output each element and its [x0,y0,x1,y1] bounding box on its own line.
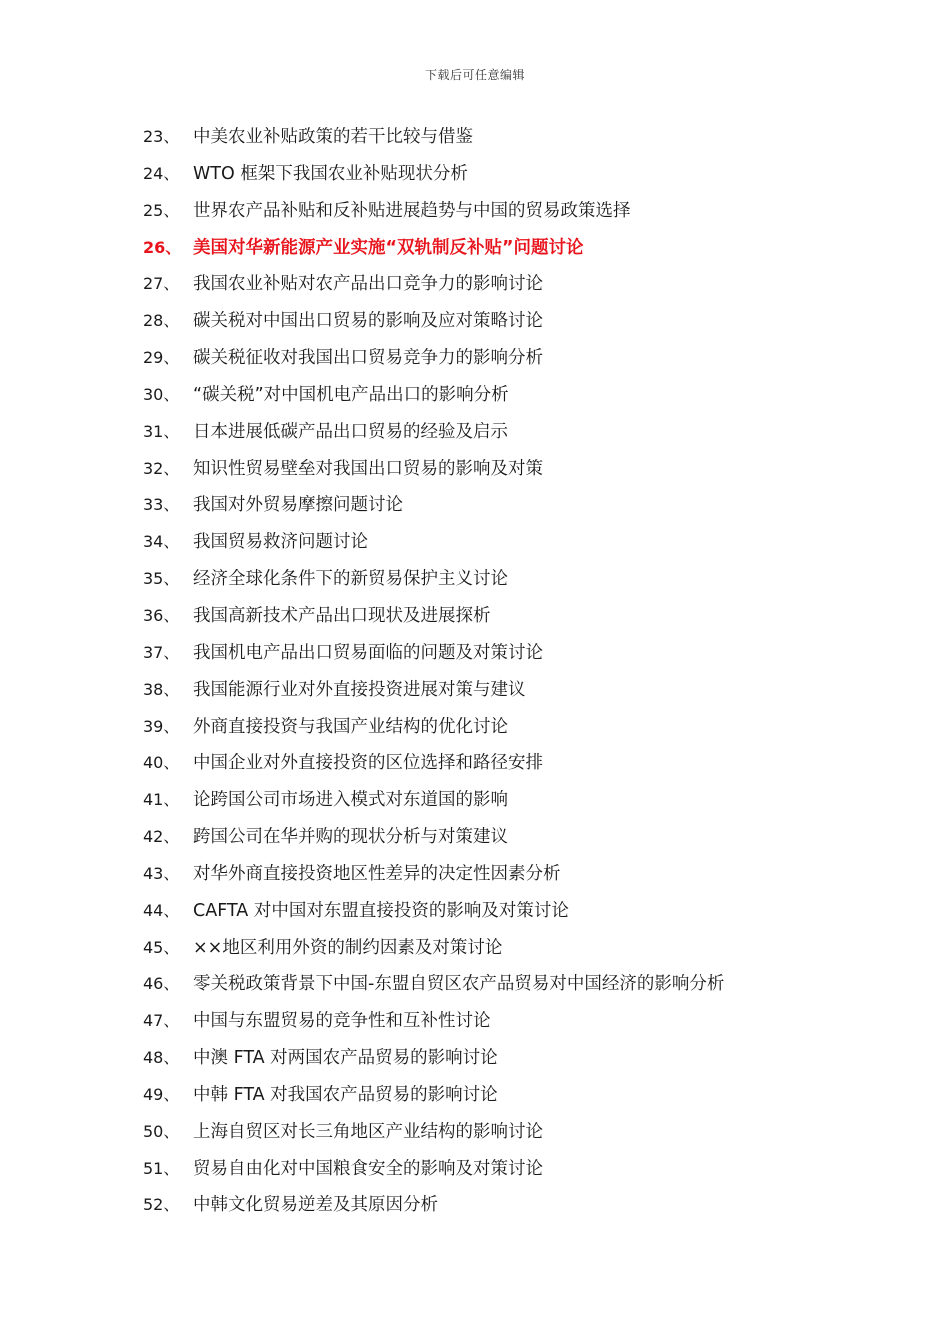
list-item [0,526,950,563]
topic-title: 中国企业对外直接投资的区位选择和路径安排 [193,753,543,774]
topic-number: 44、 [143,900,180,920]
list-item [0,1189,950,1226]
topic-title: “碳关税”对中国机电产品出口的影响分析 [193,384,509,405]
topic-title: 中国与东盟贸易的竞争性和互补性讨论 [193,1011,491,1032]
topic-number: 41、 [143,790,180,810]
list-item [0,268,950,305]
list-item [0,784,950,821]
list-item [0,453,950,490]
topic-number: 28、 [143,311,180,331]
topic-number: 38、 [143,679,180,699]
topic-title: 中韩文化贸易逆差及其原因分析 [193,1195,438,1216]
topic-title: 日本进展低碳产品出口贸易的经验及启示 [193,421,508,442]
topic-title: 经济全球化条件下的新贸易保护主义讨论 [193,569,508,590]
topic-title: 跨国公司在华并购的现状分析与对策建议 [193,827,508,848]
topic-title: 中美农业补贴政策的若干比较与借鉴 [193,127,473,147]
topic-title: 对华外商直接投资地区性差异的决定性因素分析 [193,863,561,884]
list-item [0,932,950,969]
topic-title: 贸易自由化对中国粮食安全的影响及对策讨论 [193,1158,543,1179]
topic-number: 36、 [143,605,180,625]
topic-title: 论跨国公司市场进入模式对东道国的影响 [193,790,508,811]
list-item-highlighted [0,232,950,269]
topic-number: 39、 [143,716,180,736]
topic-number: 40、 [143,753,180,773]
list-item [0,158,950,195]
topic-title: 中澳 FTA 对两国农产品贸易的影响讨论 [193,1048,498,1069]
topic-number: 34、 [143,532,180,552]
topic-number: 45、 [143,937,180,957]
topic-number: 52、 [143,1195,180,1215]
topic-title: CAFTA 对中国对东盟直接投资的影响及对策讨论 [193,900,569,921]
list-item [0,747,950,784]
topic-number: 33、 [143,495,180,515]
topic-number: 48、 [143,1048,180,1068]
topic-number: 43、 [143,863,180,883]
topic-title: 我国对外贸易摩擦问题讨论 [193,495,403,516]
topic-title: 上海自贸区对长三角地区产业结构的影响讨论 [193,1121,543,1142]
list-item [0,600,950,637]
topic-title: 我国贸易救济问题讨论 [193,532,368,553]
topic-title: 知识性贸易壁垒对我国出口贸易的影响及对策 [193,458,543,479]
topic-title: 我国能源行业对外直接投资进展对策与建议 [193,679,526,700]
list-item [0,674,950,711]
list-item [0,968,950,1005]
topic-title: 碳关税征收对我国出口贸易竞争力的影响分析 [193,348,543,369]
topic-number: 23、 [143,127,180,146]
list-item [0,121,950,158]
list-item [0,416,950,453]
topic-title: WTO 框架下我国农业补贴现状分析 [193,163,468,184]
topic-number: 26、 [143,237,182,257]
topic-title: 美国对华新能源产业实施“双轨制反补贴”问题讨论 [193,237,584,258]
topic-number: 51、 [143,1158,180,1178]
list-item [0,195,950,232]
topic-number: 37、 [143,642,180,662]
topic-number: 30、 [143,384,180,404]
list-item [0,1153,950,1190]
list-item [0,563,950,600]
topic-number: 49、 [143,1084,180,1104]
topic-number: 29、 [143,348,180,368]
topic-title: 我国高新技术产品出口现状及进展探析 [193,605,491,626]
topic-number: 47、 [143,1011,180,1031]
list-item [0,1079,950,1116]
list-item [0,489,950,526]
topic-number: 50、 [143,1121,180,1141]
topic-title: 中韩 FTA 对我国农产品贸易的影响讨论 [193,1084,498,1105]
list-item [0,379,950,416]
topic-title: ××地区利用外资的制约因素及对策讨论 [193,937,503,958]
topic-title: 我国机电产品出口贸易面临的问题及对策讨论 [193,642,543,663]
topic-number: 27、 [143,274,180,294]
list-item [0,342,950,379]
list-item [0,1116,950,1153]
topic-title: 我国农业补贴对农产品出口竞争力的影响讨论 [193,274,543,295]
topic-number: 32、 [143,458,180,478]
topic-title: 碳关税对中国出口贸易的影响及应对策略讨论 [193,311,543,332]
topic-number: 46、 [143,974,180,994]
page-header: 下载后可任意编辑 [424,68,525,82]
list-item [0,858,950,895]
list-item [0,895,950,932]
topic-number: 42、 [143,827,180,847]
topic-title: 零关税政策背景下中国-东盟自贸区农产品贸易对中国经济的影响分析 [193,974,725,995]
topic-list [0,121,950,1226]
topic-number: 25、 [143,200,180,220]
list-item [0,637,950,674]
topic-number: 31、 [143,421,180,441]
topic-title: 外商直接投资与我国产业结构的优化讨论 [193,716,508,737]
list-item [0,1005,950,1042]
list-item [0,821,950,858]
list-item [0,1042,950,1079]
topic-title: 世界农产品补贴和反补贴进展趋势与中国的贸易政策选择 [193,200,631,221]
list-item [0,711,950,748]
list-item [0,305,950,342]
topic-number: 35、 [143,569,180,589]
topic-number: 24、 [143,163,180,183]
